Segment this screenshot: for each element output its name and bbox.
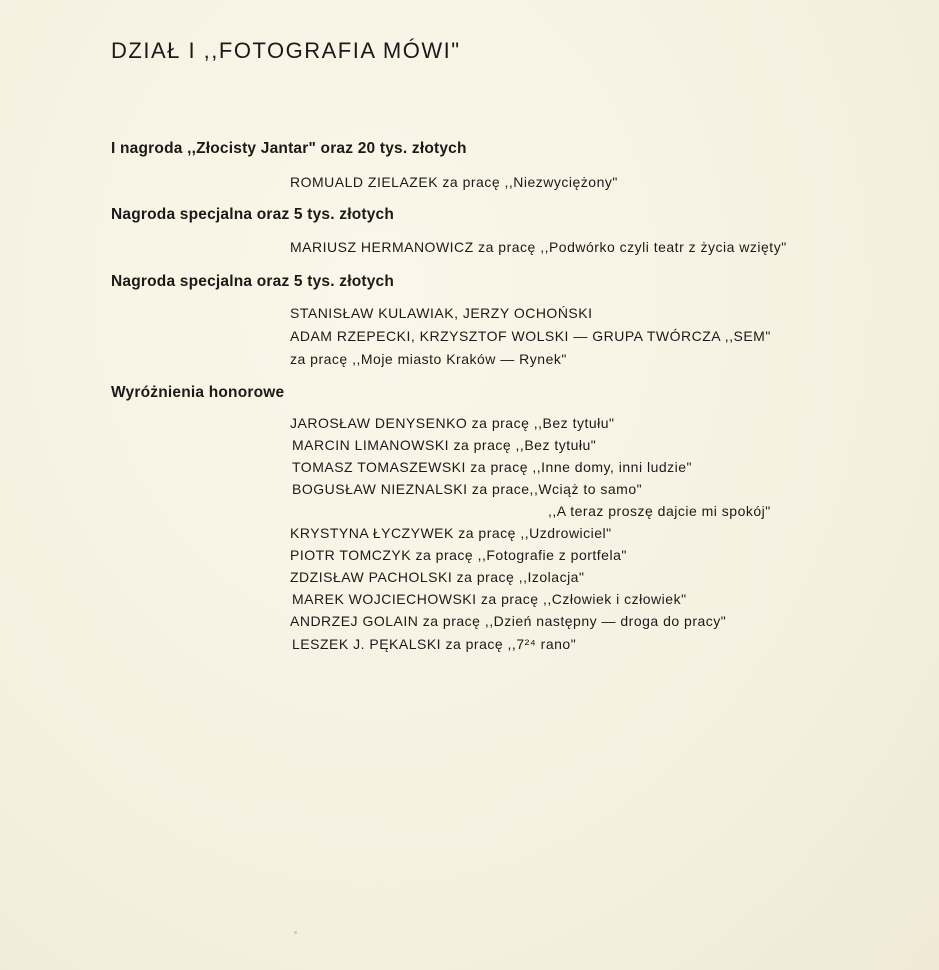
honorable-mention-line: KRYSTYNA ŁYCZYWEK za pracę ,,Uzdrowiciel" (290, 525, 612, 541)
honorable-mention-line: MAREK WOJCIECHOWSKI za pracę ,,Człowiek i człowiek" (292, 591, 687, 607)
award-winner-line: ROMUALD ZIELAZEK za pracę ,,Niezwyciężony" (290, 174, 618, 190)
paper-speck (294, 931, 297, 934)
honorable-mention-line: MARCIN LIMANOWSKI za pracę ,,Bez tytułu" (292, 437, 597, 453)
award-heading-special-prize-2: Nagroda specjalna oraz 5 tys. złotych (111, 273, 395, 290)
section-title: DZIAŁ I ,,FOTOGRAFIA MÓWI" (111, 38, 461, 63)
honorable-mention-line: ANDRZEJ GOLAIN za pracę ,,Dzień następny — droga do pracy" (290, 613, 727, 629)
honorable-mention-line: JAROSŁAW DENYSENKO za pracę ,,Bez tytułu" (290, 415, 615, 431)
award-winner-line: STANISŁAW KULAWIAK, JERZY OCHOŃSKI (290, 305, 593, 321)
award-winner-line: ADAM RZEPECKI, KRZYSZTOF WOLSKI — GRUPA TWÓRCZA ,,SEM" (290, 328, 771, 344)
honorable-mention-line: LESZEK J. PĘKALSKI za pracę ,,7²⁴ rano" (292, 636, 577, 652)
honorable-mention-line: TOMASZ TOMASZEWSKI za pracę ,,Inne domy, inni ludzie" (292, 459, 693, 475)
award-winner-line: MARIUSZ HERMANOWICZ za pracę ,,Podwórko czyli teatr z życia wzięty" (290, 239, 787, 255)
honorable-mention-line: ,,A teraz proszę dajcie mi spokój" (548, 503, 771, 519)
award-heading-first-prize: I nagroda ,,Złocisty Jantar" oraz 20 tys. złotych (111, 140, 467, 157)
award-heading-honorable-mentions: Wyróżnienia honorowe (111, 384, 285, 401)
honorable-mention-line: ZDZISŁAW PACHOLSKI za pracę ,,Izolacja" (290, 569, 585, 585)
honorable-mention-line: BOGUSŁAW NIEZNALSKI za prace,,Wciąż to samo" (292, 481, 643, 497)
honorable-mention-line: PIOTR TOMCZYK za pracę ,,Fotografie z portfela" (290, 547, 627, 563)
award-winner-line: za pracę ,,Moje miasto Kraków — Rynek" (290, 351, 567, 367)
award-heading-special-prize-1: Nagroda specjalna oraz 5 tys. złotych (111, 206, 395, 223)
